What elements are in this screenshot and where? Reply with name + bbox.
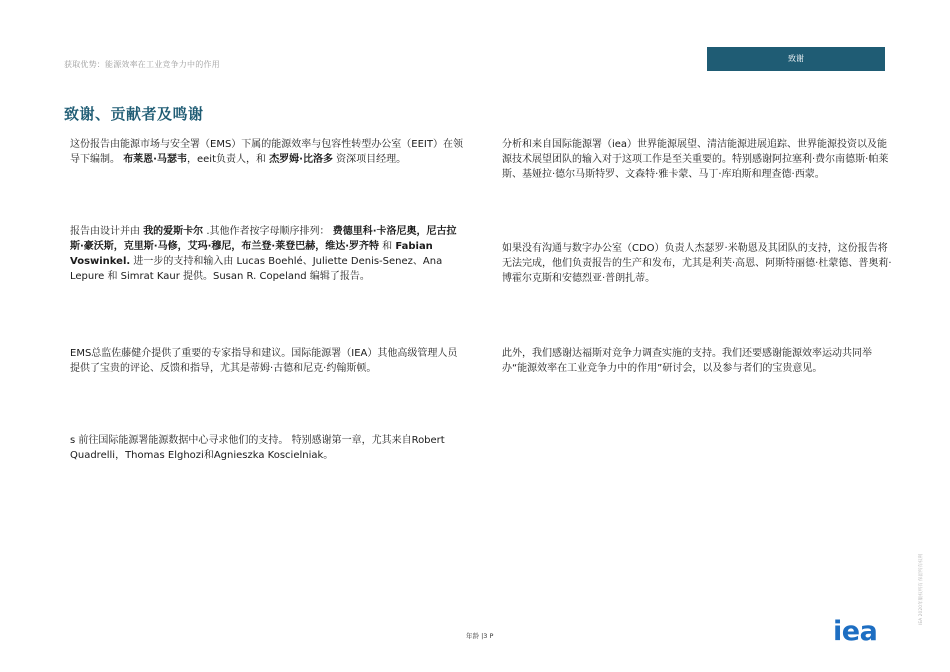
author-name: Fabian Voswinkel. xyxy=(70,241,433,267)
text-run: ，eeit负责人，和 xyxy=(187,154,270,165)
copyright-note: IEA 2020年版权所有 保留所有权利 xyxy=(919,553,924,625)
author-name: 杰罗姆·比洛多 xyxy=(269,154,333,165)
author-name: 我的爱斯卡尔 xyxy=(143,226,204,237)
text-run: 和 xyxy=(379,241,396,252)
paragraph-thanks: 此外，我们感谢达福斯对竞争力调查实施的支持。我们还要感谢能源效率运动共同举办“能源效率在工业竞争力中的作用”研讨会，以及参与者们的宝贵意见。 xyxy=(502,348,872,374)
running-title: 获取优势：能源效率在工业竞争力中的作用 xyxy=(64,60,220,69)
author-names: 费德里科·卡洛尼奥，尼古拉斯·豪沃斯，克里斯·马修，艾玛·穆尼，布兰登·莱登巴赫，维达·罗齐特 xyxy=(70,226,457,252)
iea-logo: iea xyxy=(833,616,878,647)
paragraph-communications: 如果没有沟通与数字办公室（CDO）负责人杰瑟罗·米勒恩及其团队的支持，这份报告将无法完成，他们负责报告的生产和发布，尤其是利芙·高恩、阿斯特丽德·杜蒙德、普奥莉·博霍尔克斯和安德烈亚·普朗扎蒂。 xyxy=(502,243,892,284)
text-run: 进一步的支持和输入由 Lucas Boehlé、Juliette Denis-Senez、Ana Lepure 和 Simrat Kaur 提供。Susan R. Copeland 编辑了报告。 xyxy=(70,256,443,282)
text-run: 资深项目经理。 xyxy=(333,154,407,165)
author-name: 布莱恩·马瑟韦 xyxy=(123,154,187,165)
page-number: 年龄 |3 P xyxy=(466,632,494,640)
text-run: 这份报告由能源市场与安全署（EMS）下属的能源效率与包容性转型办公室（EEIT）在领导下编制。 xyxy=(70,139,463,165)
text-run: .其他作者按字母顺序排列： xyxy=(203,226,333,237)
paragraph-authorship xyxy=(70,137,466,167)
paragraph-authors xyxy=(70,224,466,284)
section-tab[interactable]: 致谢 xyxy=(707,47,885,71)
paragraph-guidance: EMS总监佐藤健介提供了重要的专家指导和建议。国际能源署（IEA）其他高级管理人员提供了宝贵的评论、反馈和指导，尤其是蒂姆·古德和尼克·约翰斯顿。 xyxy=(70,348,458,374)
paragraph-data-centre: s 前往国际能源署能源数据中心寻求他们的支持。 特别感谢第一章，尤其来自Robert Quadrelli，Thomas Elghozi和Agnieszka Koscielniak。 xyxy=(70,435,445,461)
page-title: 致谢、贡献者及鸣谢 xyxy=(64,105,204,123)
text-run: 报告由设计并由 xyxy=(70,226,144,237)
paragraph-analysis: 分析和来自国际能源署（iea）世界能源展望、清洁能源进展追踪、世界能源投资以及能源技术展望团队的输入对于这项工作是至关重要的。特别感谢阿拉塞利·费尔南德斯·帕莱斯、基娅拉·德尔马斯特罗、文森特·雅卡蒙、马丁·库珀斯和理查德·西蒙。 xyxy=(502,139,889,180)
